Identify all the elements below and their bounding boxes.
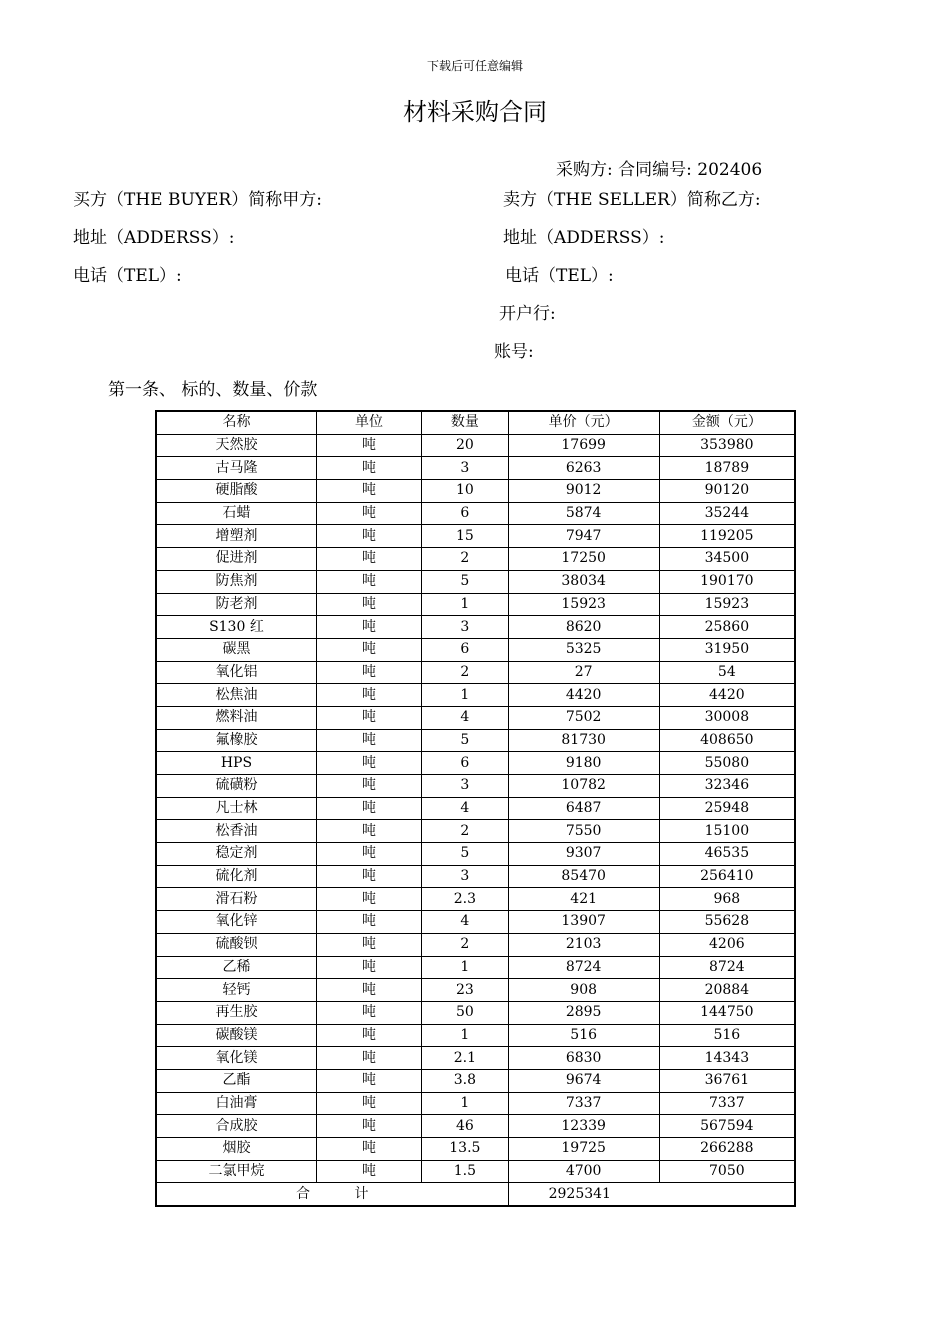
- cell-name: 防老剂: [156, 593, 316, 616]
- cell-quantity: 3: [422, 616, 509, 639]
- section-heading: 第一条、 标的、数量、价款: [108, 380, 318, 400]
- cell-unit-price: 13907: [508, 911, 659, 934]
- seller-tel: 电话（TEL）:: [505, 266, 614, 286]
- top-note: 下载后可任意编辑: [426, 59, 523, 73]
- cell-amount: 256410: [659, 865, 795, 888]
- table-row: [156, 820, 795, 843]
- cell-unit: 吨: [316, 457, 421, 480]
- cell-unit: 吨: [316, 820, 421, 843]
- buyer-address: 地址（ADDERSS）:: [73, 228, 235, 248]
- cell-unit-price: 17250: [508, 548, 659, 571]
- table-row: [156, 865, 795, 888]
- cell-name: 烟胶: [156, 1138, 316, 1161]
- cell-quantity: 1.5: [422, 1160, 509, 1183]
- cell-unit: 吨: [316, 706, 421, 729]
- cell-name: 再生胶: [156, 1001, 316, 1024]
- buyer-tel: 电话（TEL）:: [73, 266, 182, 286]
- cell-unit-price: 9012: [508, 480, 659, 503]
- cell-unit-price: 81730: [508, 729, 659, 752]
- cell-unit: 吨: [316, 956, 421, 979]
- cell-unit-price: 6830: [508, 1047, 659, 1070]
- cell-name: 促进剂: [156, 548, 316, 571]
- cell-name: 硫化剂: [156, 865, 316, 888]
- table-row: [156, 956, 795, 979]
- cell-unit-price: 5874: [508, 502, 659, 525]
- cell-name: 氧化镁: [156, 1047, 316, 1070]
- cell-quantity: 2: [422, 661, 509, 684]
- cell-name: 硫磺粉: [156, 775, 316, 798]
- cell-quantity: 23: [422, 979, 509, 1002]
- cell-unit: 吨: [316, 729, 421, 752]
- table-row: [156, 775, 795, 798]
- cell-unit: 吨: [316, 661, 421, 684]
- cell-name: 氟橡胶: [156, 729, 316, 752]
- table-row: [156, 684, 795, 707]
- table-row: [156, 1069, 795, 1092]
- cell-amount: 18789: [659, 457, 795, 480]
- cell-unit-price: 6487: [508, 797, 659, 820]
- table-row: [156, 502, 795, 525]
- table-header-row: [156, 411, 795, 434]
- cell-unit-price: 85470: [508, 865, 659, 888]
- cell-unit: 吨: [316, 865, 421, 888]
- cell-quantity: 1: [422, 684, 509, 707]
- cell-name: 碳黑: [156, 638, 316, 661]
- cell-name: 凡士林: [156, 797, 316, 820]
- cell-unit: 吨: [316, 911, 421, 934]
- cell-quantity: 4: [422, 911, 509, 934]
- cell-amount: 32346: [659, 775, 795, 798]
- cell-name: 乙稀: [156, 956, 316, 979]
- cell-amount: 34500: [659, 548, 795, 571]
- cell-name: 防焦剂: [156, 570, 316, 593]
- cell-unit: 吨: [316, 570, 421, 593]
- cell-amount: 15923: [659, 593, 795, 616]
- cell-name: S130 红: [156, 616, 316, 639]
- cell-unit: 吨: [316, 1024, 421, 1047]
- cell-unit: 吨: [316, 1069, 421, 1092]
- cell-quantity: 3: [422, 865, 509, 888]
- cell-amount: 30008: [659, 706, 795, 729]
- table-row: [156, 480, 795, 503]
- cell-name: 合成胶: [156, 1115, 316, 1138]
- cell-unit: 吨: [316, 775, 421, 798]
- table-row: [156, 1092, 795, 1115]
- cell-quantity: 3.8: [422, 1069, 509, 1092]
- bank-label: 开户行:: [499, 304, 556, 324]
- table-row: [156, 1160, 795, 1183]
- cell-unit-price: 2103: [508, 933, 659, 956]
- cell-amount: 14343: [659, 1047, 795, 1070]
- cell-quantity: 3: [422, 775, 509, 798]
- cell-amount: 567594: [659, 1115, 795, 1138]
- cell-unit-price: 9180: [508, 752, 659, 775]
- cell-quantity: 5: [422, 843, 509, 866]
- table-row: [156, 434, 795, 457]
- table-row: [156, 593, 795, 616]
- cell-amount: 55628: [659, 911, 795, 934]
- header-quantity: 数量: [422, 411, 509, 434]
- cell-unit: 吨: [316, 1092, 421, 1115]
- cell-unit: 吨: [316, 1138, 421, 1161]
- cell-unit: 吨: [316, 1047, 421, 1070]
- table-row: [156, 729, 795, 752]
- table-row: [156, 752, 795, 775]
- table-row: [156, 548, 795, 571]
- total-label: 合 计: [156, 1183, 508, 1206]
- cell-quantity: 1: [422, 1092, 509, 1115]
- header-amount: 金额（元）: [659, 411, 795, 434]
- cell-quantity: 1: [422, 593, 509, 616]
- cell-unit-price: 4700: [508, 1160, 659, 1183]
- cell-amount: 54: [659, 661, 795, 684]
- cell-unit: 吨: [316, 616, 421, 639]
- cell-quantity: 1: [422, 1024, 509, 1047]
- cell-name: 天然胶: [156, 434, 316, 457]
- cell-name: 古马隆: [156, 457, 316, 480]
- purchaser-contract-number: 采购方: 合同编号: 202406: [556, 160, 763, 180]
- cell-quantity: 5: [422, 570, 509, 593]
- cell-unit-price: 8724: [508, 956, 659, 979]
- cell-amount: 266288: [659, 1138, 795, 1161]
- cell-quantity: 2: [422, 933, 509, 956]
- table-row: [156, 661, 795, 684]
- cell-unit-price: 7337: [508, 1092, 659, 1115]
- cell-amount: 7050: [659, 1160, 795, 1183]
- cell-name: 氧化锌: [156, 911, 316, 934]
- cell-amount: 4420: [659, 684, 795, 707]
- cell-unit: 吨: [316, 933, 421, 956]
- cell-quantity: 6: [422, 638, 509, 661]
- cell-quantity: 1: [422, 956, 509, 979]
- cell-quantity: 4: [422, 706, 509, 729]
- cell-unit: 吨: [316, 684, 421, 707]
- cell-unit-price: 908: [508, 979, 659, 1002]
- cell-unit: 吨: [316, 797, 421, 820]
- cell-unit: 吨: [316, 979, 421, 1002]
- cell-unit-price: 7550: [508, 820, 659, 843]
- cell-unit: 吨: [316, 1160, 421, 1183]
- table-row: [156, 911, 795, 934]
- header-unit-price: 单价（元）: [508, 411, 659, 434]
- header-name: 名称: [156, 411, 316, 434]
- cell-unit-price: 8620: [508, 616, 659, 639]
- cell-unit: 吨: [316, 593, 421, 616]
- cell-unit: 吨: [316, 638, 421, 661]
- cell-name: 松香油: [156, 820, 316, 843]
- table-body: [156, 434, 795, 1183]
- cell-name: 稳定剂: [156, 843, 316, 866]
- cell-amount: 968: [659, 888, 795, 911]
- table-row: [156, 797, 795, 820]
- cell-name: HPS: [156, 752, 316, 775]
- cell-unit-price: 12339: [508, 1115, 659, 1138]
- table-row: [156, 888, 795, 911]
- cell-name: 增塑剂: [156, 525, 316, 548]
- page-title: 材料采购合同: [403, 98, 547, 126]
- cell-unit-price: 4420: [508, 684, 659, 707]
- cell-quantity: 13.5: [422, 1138, 509, 1161]
- table-row: [156, 706, 795, 729]
- cell-name: 轻钙: [156, 979, 316, 1002]
- table-row: [156, 570, 795, 593]
- cell-amount: 15100: [659, 820, 795, 843]
- account-label: 账号:: [494, 342, 534, 362]
- table-row: [156, 1047, 795, 1070]
- cell-amount: 8724: [659, 956, 795, 979]
- header-unit: 单位: [316, 411, 421, 434]
- cell-unit: 吨: [316, 480, 421, 503]
- cell-unit: 吨: [316, 434, 421, 457]
- cell-unit: 吨: [316, 752, 421, 775]
- cell-amount: 90120: [659, 480, 795, 503]
- cell-unit-price: 10782: [508, 775, 659, 798]
- cell-quantity: 46: [422, 1115, 509, 1138]
- table-row: [156, 1024, 795, 1047]
- table-row: [156, 843, 795, 866]
- cell-unit-price: 17699: [508, 434, 659, 457]
- table-row: [156, 638, 795, 661]
- cell-name: 氧化铝: [156, 661, 316, 684]
- cell-quantity: 5: [422, 729, 509, 752]
- cell-amount: 31950: [659, 638, 795, 661]
- cell-unit: 吨: [316, 1115, 421, 1138]
- cell-unit-price: 9674: [508, 1069, 659, 1092]
- buyer-label: 买方（THE BUYER）简称甲方:: [73, 190, 322, 210]
- cell-quantity: 50: [422, 1001, 509, 1024]
- cell-quantity: 2: [422, 820, 509, 843]
- table-row: [156, 616, 795, 639]
- cell-amount: 144750: [659, 1001, 795, 1024]
- cell-amount: 190170: [659, 570, 795, 593]
- total-row: [156, 1183, 795, 1206]
- cell-amount: 119205: [659, 525, 795, 548]
- cell-unit-price: 9307: [508, 843, 659, 866]
- cell-name: 硬脂酸: [156, 480, 316, 503]
- cell-unit-price: 421: [508, 888, 659, 911]
- cell-quantity: 2.1: [422, 1047, 509, 1070]
- cell-unit: 吨: [316, 548, 421, 571]
- cell-quantity: 15: [422, 525, 509, 548]
- cell-quantity: 6: [422, 752, 509, 775]
- cell-name: 松焦油: [156, 684, 316, 707]
- cell-amount: 516: [659, 1024, 795, 1047]
- cell-name: 碳酸镁: [156, 1024, 316, 1047]
- table-row: [156, 1138, 795, 1161]
- items-table: [155, 410, 796, 1207]
- cell-amount: 35244: [659, 502, 795, 525]
- cell-unit-price: 19725: [508, 1138, 659, 1161]
- cell-amount: 408650: [659, 729, 795, 752]
- cell-amount: 7337: [659, 1092, 795, 1115]
- cell-quantity: 10: [422, 480, 509, 503]
- cell-quantity: 4: [422, 797, 509, 820]
- cell-quantity: 2.3: [422, 888, 509, 911]
- cell-unit: 吨: [316, 502, 421, 525]
- cell-unit-price: 516: [508, 1024, 659, 1047]
- cell-amount: 36761: [659, 1069, 795, 1092]
- cell-quantity: 6: [422, 502, 509, 525]
- cell-amount: 25860: [659, 616, 795, 639]
- cell-amount: 46535: [659, 843, 795, 866]
- cell-unit-price: 2895: [508, 1001, 659, 1024]
- cell-quantity: 2: [422, 548, 509, 571]
- cell-unit-price: 15923: [508, 593, 659, 616]
- seller-address: 地址（ADDERSS）:: [503, 228, 665, 248]
- cell-name: 二氯甲烷: [156, 1160, 316, 1183]
- cell-unit: 吨: [316, 525, 421, 548]
- cell-name: 滑石粉: [156, 888, 316, 911]
- table-row: [156, 1115, 795, 1138]
- cell-unit: 吨: [316, 843, 421, 866]
- total-value: 2925341: [508, 1183, 795, 1206]
- table-row: [156, 979, 795, 1002]
- cell-name: 石蜡: [156, 502, 316, 525]
- cell-amount: 25948: [659, 797, 795, 820]
- cell-name: 白油膏: [156, 1092, 316, 1115]
- cell-name: 乙酯: [156, 1069, 316, 1092]
- seller-label: 卖方（THE SELLER）简称乙方:: [503, 190, 761, 210]
- cell-name: 燃料油: [156, 706, 316, 729]
- cell-amount: 55080: [659, 752, 795, 775]
- cell-unit-price: 7947: [508, 525, 659, 548]
- cell-unit-price: 38034: [508, 570, 659, 593]
- cell-unit-price: 7502: [508, 706, 659, 729]
- cell-amount: 20884: [659, 979, 795, 1002]
- table-row: [156, 457, 795, 480]
- cell-unit-price: 6263: [508, 457, 659, 480]
- cell-quantity: 3: [422, 457, 509, 480]
- cell-unit: 吨: [316, 1001, 421, 1024]
- cell-amount: 4206: [659, 933, 795, 956]
- table-row: [156, 525, 795, 548]
- cell-unit: 吨: [316, 888, 421, 911]
- cell-amount: 353980: [659, 434, 795, 457]
- table-row: [156, 1001, 795, 1024]
- cell-quantity: 20: [422, 434, 509, 457]
- cell-unit-price: 27: [508, 661, 659, 684]
- cell-name: 硫酸钡: [156, 933, 316, 956]
- cell-unit-price: 5325: [508, 638, 659, 661]
- table-row: [156, 933, 795, 956]
